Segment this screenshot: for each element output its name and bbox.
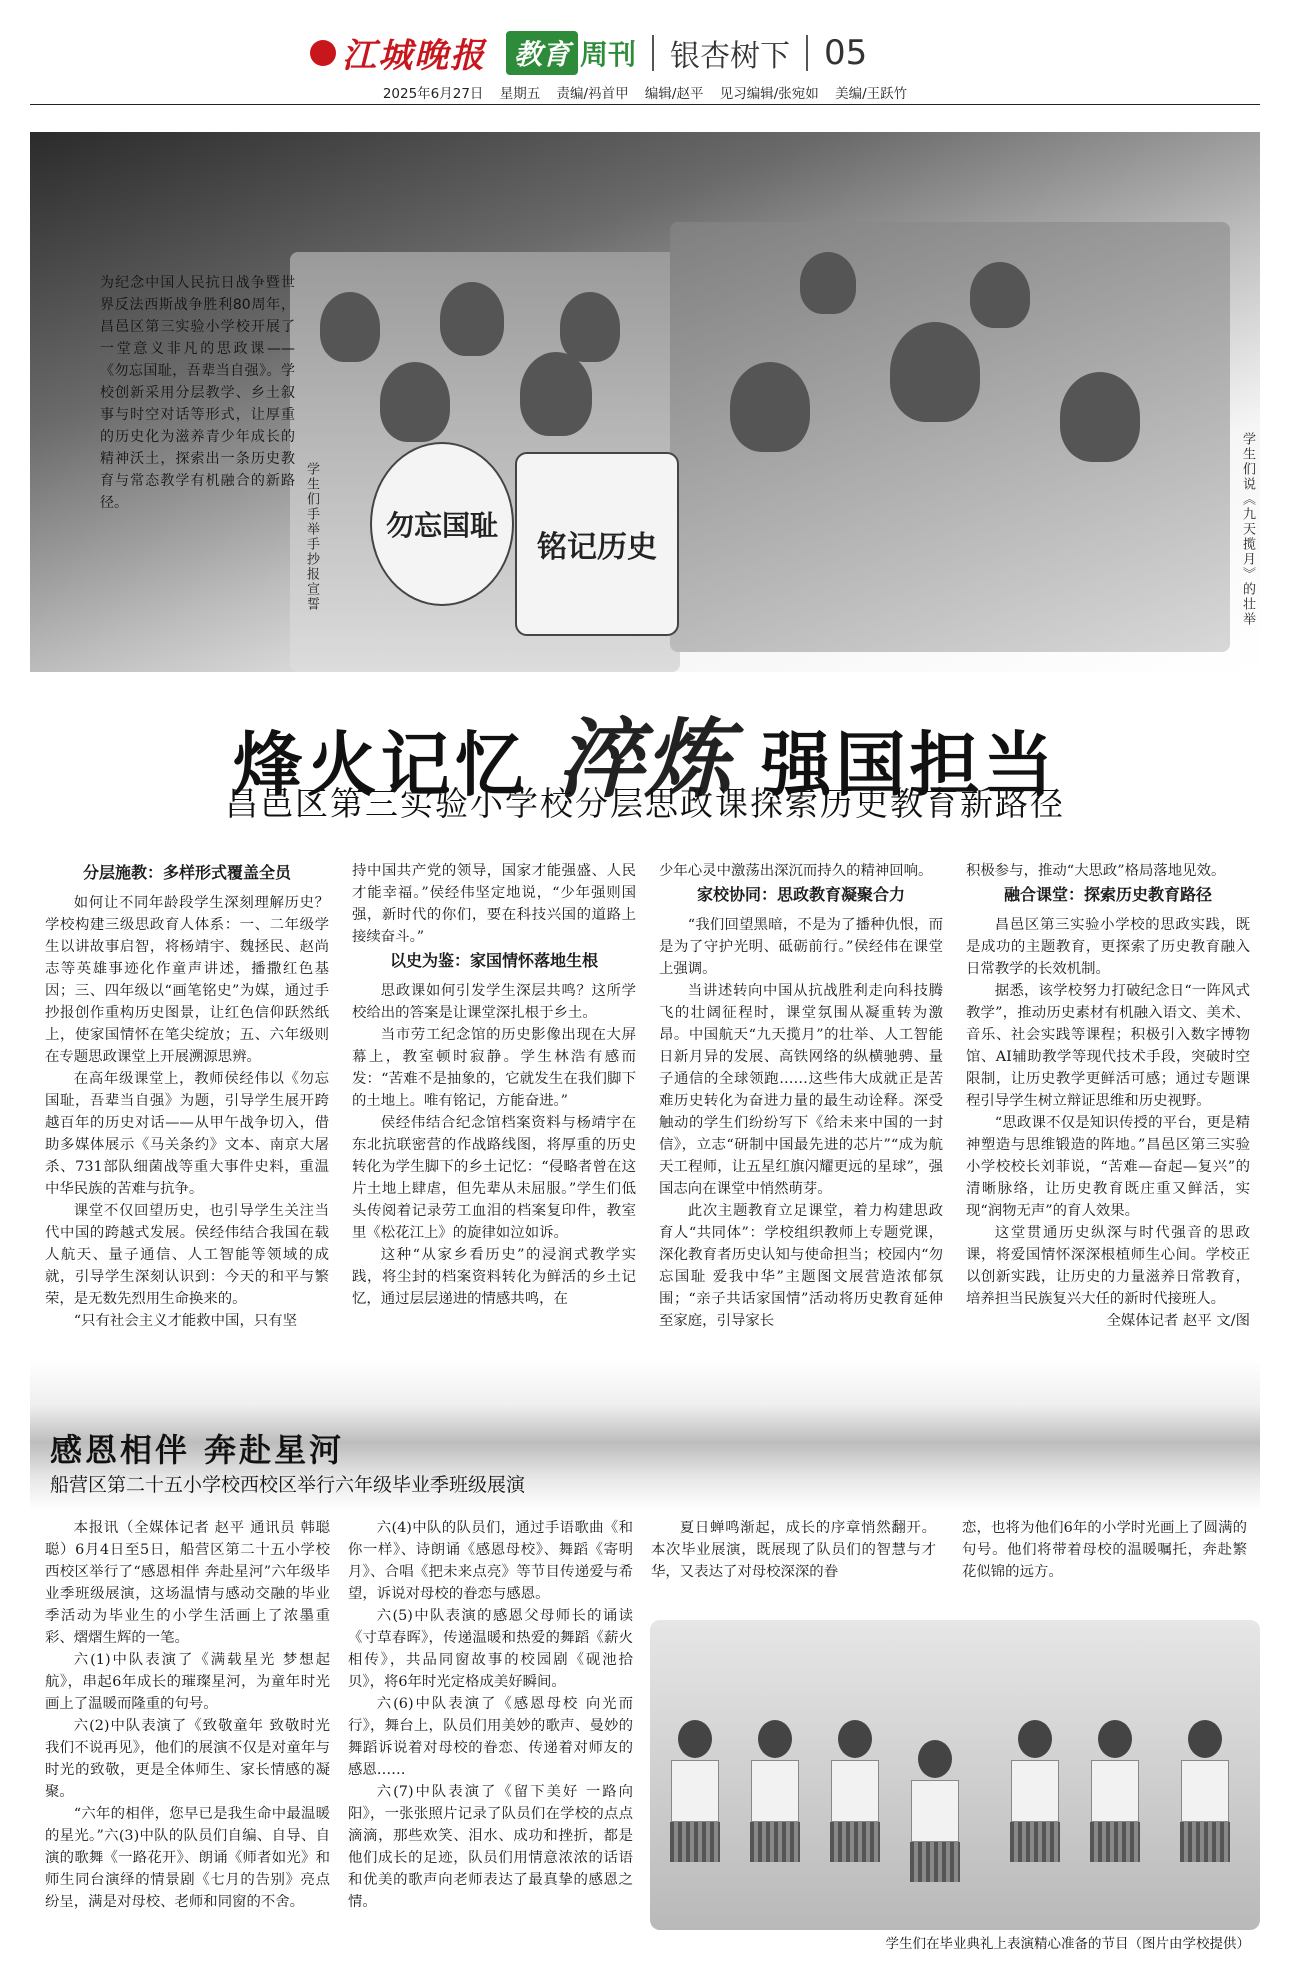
student-figure [730,362,810,452]
story2-column-4 [962,1517,1247,1583]
supplement-badge [506,31,636,75]
section-heading: 融合课堂：探索历史教育路径 [1003,885,1212,904]
handmade-poster-left: 勿忘国耻 [370,442,514,606]
paragraph: 此次主题教育立足课堂，着力构建思政育人“共同体”：学校组织教师上专题党课，深化教育者历史认知与使命担当；校园内“勿忘国耻 爱我中华”主题图文展营造浓郁氛围；“亲子共话家国情”活动将历史教育延伸至家庭，引导家长 [659,1203,943,1329]
student-figure [890,322,980,422]
paragraph: 思政课如何引发学生深层共鸣？这所学校给出的答案是让课堂深扎根于乡土。 [352,983,636,1021]
story1-column-4 [966,860,1250,1340]
story2-photo-caption: 学生们在毕业典礼上表演精心准备的节目（图片由学校提供） [885,1936,1250,1952]
page-number: 05 [824,32,868,73]
headline-part-1: 烽火记忆 [232,724,529,806]
photo-students-in-classroom [670,222,1230,652]
chief-editor: 责编/祃首甲 [556,86,629,102]
paragraph: 侯经伟结合纪念馆档案资料与杨靖宇在东北抗联密营的作战路线图，将厚重的历史转化为学生脚下的乡土记忆：“侵略者曾在这片土地上肆虐，但先辈从未屈服。”学生们低头传阅着记录劳工血泪的档案复印件，教室里《松花江上》的旋律如泣如诉。 [352,1115,636,1241]
story2-column-3 [651,1517,936,1583]
paragraph: 六(2)中队表演了《致敬童年 致敬时光 我们不说再见》，他们的展演不仅是对童年与时光的致敬，更是全体师生、家长情感的凝聚。 [45,1718,330,1800]
paragraph: 据悉，该学校努力打破纪念日“一阵风式教学”，推动历史素材有机融入语文、美术、音乐、社会实践等课程；积极引入数字博物馆、AI辅助教学等现代技术手段，突破时空限制，让历史教学更鲜活可感；通过专题课程引导学生树立辩证思维和历史视野。 [966,983,1250,1109]
section-name: 银杏树下 [670,38,791,74]
story1-column-2 [352,860,636,1340]
paragraph: “六年的相伴，您早已是我生命中最温暖的星光。”六(3)中队的队员们自编、自导、自演的歌舞《一路花开》、朗诵《师者如光》和师生同台演绎的情景剧《七月的告别》亮点纷呈，满是对母校、老师和同窗的不舍。 [45,1806,330,1910]
student-figure [970,262,1030,328]
paragraph: 昌邑区第三实验小学校的思政实践，既是成功的主题教育，更探索了历史教育融入日常教学的长效机制。 [966,917,1250,977]
student-figure [520,352,592,436]
paragraph: 当市劳工纪念馆的历史影像出现在大屏幕上，教室顿时寂静。学生林浩有感而发：“苦难不是抽象的，它就发生在我们脚下的土地上。唯有铭记，方能奋进。” [352,1027,636,1109]
paragraph: 六(5)中队表演的感恩父母师长的诵读《寸草春晖》，传递温暖和热爱的舞蹈《薪火相传》，共品同窗故事的校园剧《砚池拾贝》，将6年时光定格成美好瞬间。 [348,1608,633,1690]
supplement-name-part2: 周刊 [580,37,637,71]
art-editor: 美编/王跃竹 [835,86,908,102]
section-heading: 以史为鉴：家国情怀落地生根 [389,951,598,970]
paragraph: “思政课不仅是知识传授的平台，更是精神塑造与思维锻造的阵地。”昌邑区第三实验小学校校长刘菲说，“苦难—奋起—复兴”的清晰脉络，让历史教育既庄重又鲜活，实现“润物无声”的育人效果。 [966,1115,1250,1219]
byline: 全媒体记者 赵平 文/图 [1106,1313,1250,1329]
paragraph: 少年心灵中激荡出深沉而持久的精神回响。 [659,863,933,879]
masthead-divider [806,35,808,71]
student-figure [800,252,856,314]
paragraph: 这堂贯通历史纵深与时代强音的思政课，将爱国情怀深深根植师生心间。学校正以创新实践，让历史的力量滋养日常教育，培养担当民族复兴大任的新时代接班人。 [966,1225,1250,1307]
issue-date: 2025年6月27日 [382,86,484,102]
paragraph: “只有社会主义才能救中国，只有坚 [73,1313,298,1329]
section-heading: 家校协同：思政教育凝聚合力 [696,885,905,904]
paragraph: 本报讯（全媒体记者 赵平 通讯员 韩聪聪）6月4日至5日，船营区第二十五小学校西校区举行了“感恩相伴 奔赴星河”六年级毕业季班级展演，这场温情与感动交融的毕业季活动为毕业生的小学生活画上了浓墨重彩、熠熠生辉的一笔。 [45,1520,330,1646]
paragraph: 如何让不同年龄段学生深刻理解历史？学校构建三级思政育人体系：一、二年级学生以讲故事启智，将杨靖宇、魏拯民、赵尚志等英雄事迹化作童声讲述，播撒红色基因；三、四年级以“画笔铭史”为媒，通过手抄报创作重构历史图景，让红色信仰跃然纸上，使家国情怀在笔尖绽放；五、六年级则在专题思政课堂上开展溯源思辨。 [45,895,329,1065]
performer-figure [1090,1720,1140,1890]
headline-brush-text: 淬炼 [557,709,733,810]
dateline [0,82,1290,102]
issue-weekday: 星期五 [499,86,541,102]
story-intro: 为纪念中国人民抗日战争暨世界反法西斯战争胜利80周年，昌邑区第三实验小学校开展了一堂意义非凡的思政课——《勿忘国耻，吾辈当自强》。学校创新采用分层教学、乡土叙事与时空对话等形式，让厚重的历史化为滋养青少年成长的精神沃土，探索出一条历史教育与常态教学有机融合的新路径。 [100,275,295,511]
story2-title: 感恩相伴 奔赴星河 [50,1431,345,1469]
performer-figure [830,1720,880,1890]
paragraph: 六(4)中队的队员们，通过手语歌曲《和你一样》、诗朗诵《感恩母校》、舞蹈《寄明月》、合唱《把未来点亮》等节目传递爱与希望，诉说对母校的眷恋与感恩。 [348,1520,633,1602]
paragraph: 夏日蝉鸣渐起，成长的序章悄然翻开。本次毕业展演，既展现了队员们的智慧与才华，又表达了对母校深深的眷 [651,1520,936,1580]
editor: 编辑/赵平 [644,86,704,102]
paragraph: “我们回望黑暗，不是为了播种仇恨，而是为了守护光明、砥砺前行。”侯经伟在课堂上强调。 [659,917,943,977]
performer-figure [1180,1720,1230,1890]
student-figure [560,292,620,362]
intern-editor: 见习编辑/张宛如 [719,86,819,102]
student-figure [440,282,504,356]
paragraph: 积极参与，推动“大思政”格局落地见效。 [966,863,1226,879]
story2-column-2 [348,1517,633,1913]
performer-figure [1010,1720,1060,1890]
story1-body [45,860,1250,1340]
story2-column-1 [45,1517,330,1913]
student-figure [320,292,380,362]
paragraph: 课堂不仅回望历史，也引导学生关注当代中国的跨越式发展。侯经伟结合我国在载人航天、量子通信、人工智能等领域的成就，引导学生深刻认识到：今天的和平与繁荣，是无数先烈用生命换来的。 [45,1203,329,1307]
performer-figure [910,1740,960,1910]
paragraph: 这种“从家乡看历史”的浸润式教学实践，将尘封的档案资料转化为鲜活的乡土记忆，通过层层递进的情感共鸣，在 [352,1247,636,1307]
paragraph: 当讲述转向中国从抗战胜利走向科技腾飞的壮阔征程时，课堂氛围从凝重转为激昂。中国航天“九天揽月”的壮举、人工智能日新月异的发展、高铁网络的纵横驰骋、量子通信的全球领跑……这些伟大成就正是苦难历史转化为奋进力量的最生动诠释。深受触动的学生们纷纷写下《给未来中国的一封信》，立志“研制中国最先进的芯片”“成为航天工程师，让五星红旗闪耀更远的星球”，强国志向在课堂中悄然萌芽。 [659,983,943,1197]
performer-figure [670,1720,720,1890]
hero-photo-area [30,132,1260,672]
main-subheadline: 昌邑区第三实验小学校分层思政课探索历史教育新路径 [225,784,1065,823]
newspaper-seal-icon [310,40,336,66]
story2-subtitle: 船营区第二十五小学校西校区举行六年级毕业季班级展演 [50,1474,526,1496]
supplement-name-part1: 教育 [506,31,578,75]
paragraph: 恋，也将为他们6年的小学时光画上了圆满的句号。他们将带着母校的温暖嘱托，奔赴繁花似锦的远方。 [962,1520,1247,1580]
masthead-rule [30,104,1260,105]
masthead-brand [310,28,867,77]
performer-figure [750,1720,800,1890]
handmade-poster-right: 铭记历史 [515,452,679,636]
paper-name-logo: 江城晚报 [342,36,486,76]
masthead [0,0,1290,102]
paragraph: 六(6)中队表演了《感恩母校 向光而行》，舞台上，队员们用美妙的歌声、曼妙的舞蹈诉说着对母校的眷恋、传递着对师友的感恩…… [348,1696,633,1778]
student-figure [1060,372,1140,462]
paragraph: 六(1)中队表演了《满载星光 梦想起航》，串起6年成长的璀璨星河，为童年时光画上了温暖而隆重的句号。 [45,1652,330,1712]
paragraph: 持中国共产党的领导，国家才能强盛、人民才能幸福。”侯经伟坚定地说，“少年强则国强，新时代的你们，要在科技兴国的道路上接续奋斗。” [352,863,636,945]
photo-caption-left: 学生们手举手抄报宣誓 [304,462,319,612]
masthead-divider [652,35,654,71]
photo-graduation-performance [650,1620,1260,1930]
student-figure [380,362,450,442]
section-heading: 分层施教：多样形式覆盖全员 [82,863,291,882]
story1-column-1 [45,860,329,1340]
paragraph: 在高年级课堂上，教师侯经伟以《勿忘国耻，吾辈当自强》为题，引导学生展开跨越百年的历史对话——从甲午战争切入，借助多媒体展示《马关条约》文本、南京大屠杀、731部队细菌战等重大事件史料，重温中华民族的苦难与抗争。 [45,1071,329,1197]
photo-caption-right: 学生们说《九天揽月》的壮举 [1240,432,1255,627]
story1-column-3 [659,860,943,1340]
headline-part-3: 强国担当 [761,724,1058,806]
paragraph: 六(7)中队表演了《留下美好 一路向阳》，一张张照片记录了队员们在学校的点点滴滴，那些欢笑、泪水、成功和挫折，都是他们成长的足迹，队员们用情意浓浓的话语和优美的歌声向老师表达了最真挚的感恩之情。 [348,1784,633,1910]
